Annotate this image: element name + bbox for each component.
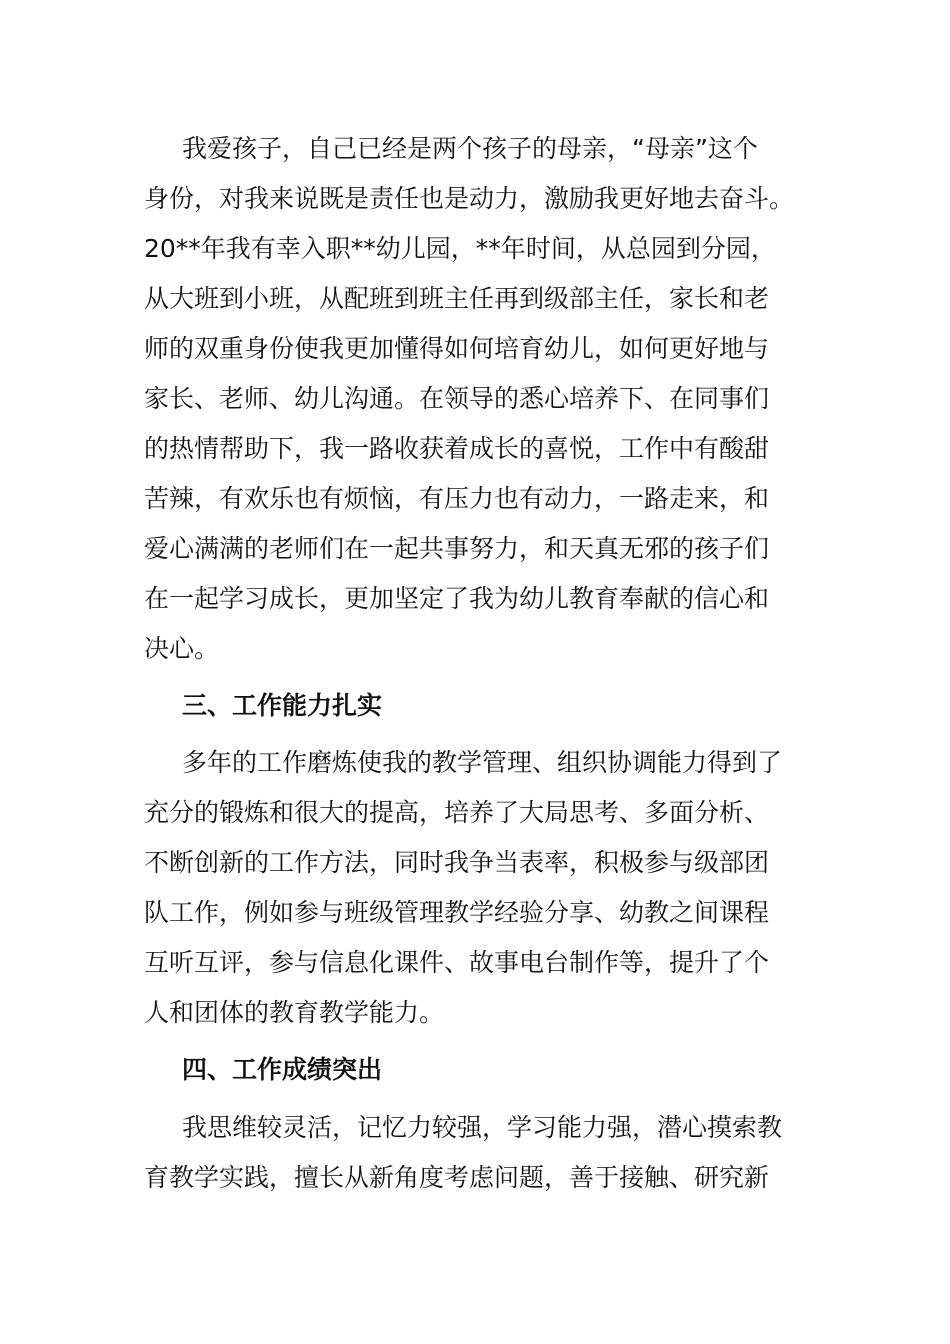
para2-line-1: 多年的工作磨炼使我的教学管理、组织协调能力得到了 (182, 748, 783, 777)
para1-line-6: 家长、老师、幼儿沟通。在领导的悉心培养下、在同事们 (144, 384, 770, 413)
para1-line-10: 在一起学习成长，更加坚定了我为幼儿教育奉献的信心和 (144, 584, 770, 613)
para1-line-3: 20**年我有幸入职**幼儿园，**年时间，从总园到分园， (144, 234, 776, 263)
para2-line-6: 人和团体的教育教学能力。 (144, 998, 445, 1027)
section-heading-3: 三、工作能力扎实 (182, 691, 383, 720)
para1-line-9: 爱心满满的老师们在一起共事努力，和天真无邪的孩子们 (144, 534, 770, 563)
section-heading-4: 四、工作成绩突出 (182, 1055, 383, 1084)
para1-line-5: 师的双重身份使我更加懂得如何培育幼儿，如何更好地与 (144, 334, 770, 363)
para3-line-1: 我思维较灵活，记忆力较强，学习能力强，潜心摸索教 (182, 1113, 783, 1142)
para1-line-1: 我爱孩子，自己已经是两个孩子的母亲，“母亲”这个 (182, 134, 758, 163)
para2-line-2: 充分的锻炼和很大的提高，培养了大局思考、多面分析、 (144, 798, 770, 827)
para2-line-4: 队工作，例如参与班级管理教学经验分享、幼教之间课程 (144, 898, 770, 927)
para2-line-5: 互听互评，参与信息化课件、故事电台制作等，提升了个 (144, 948, 770, 977)
para1-line-7: 的热情帮助下，我一路收获着成长的喜悦，工作中有酸甜 (144, 434, 770, 463)
para1-line-2: 身份，对我来说既是责任也是动力，激励我更好地去奋斗。 (144, 184, 795, 213)
para2-line-3: 不断创新的工作方法，同时我争当表率，积极参与级部团 (144, 848, 770, 877)
para1-line-11: 决心。 (144, 634, 220, 663)
para1-line-8: 苦辣，有欢乐也有烦恼，有压力也有动力，一路走来，和 (144, 484, 770, 513)
para3-line-2: 育教学实践，擅长从新角度考虑问题，善于接触、研究新 (144, 1163, 770, 1192)
para1-line-4: 从大班到小班，从配班到班主任再到级部主任，家长和老 (144, 284, 770, 313)
